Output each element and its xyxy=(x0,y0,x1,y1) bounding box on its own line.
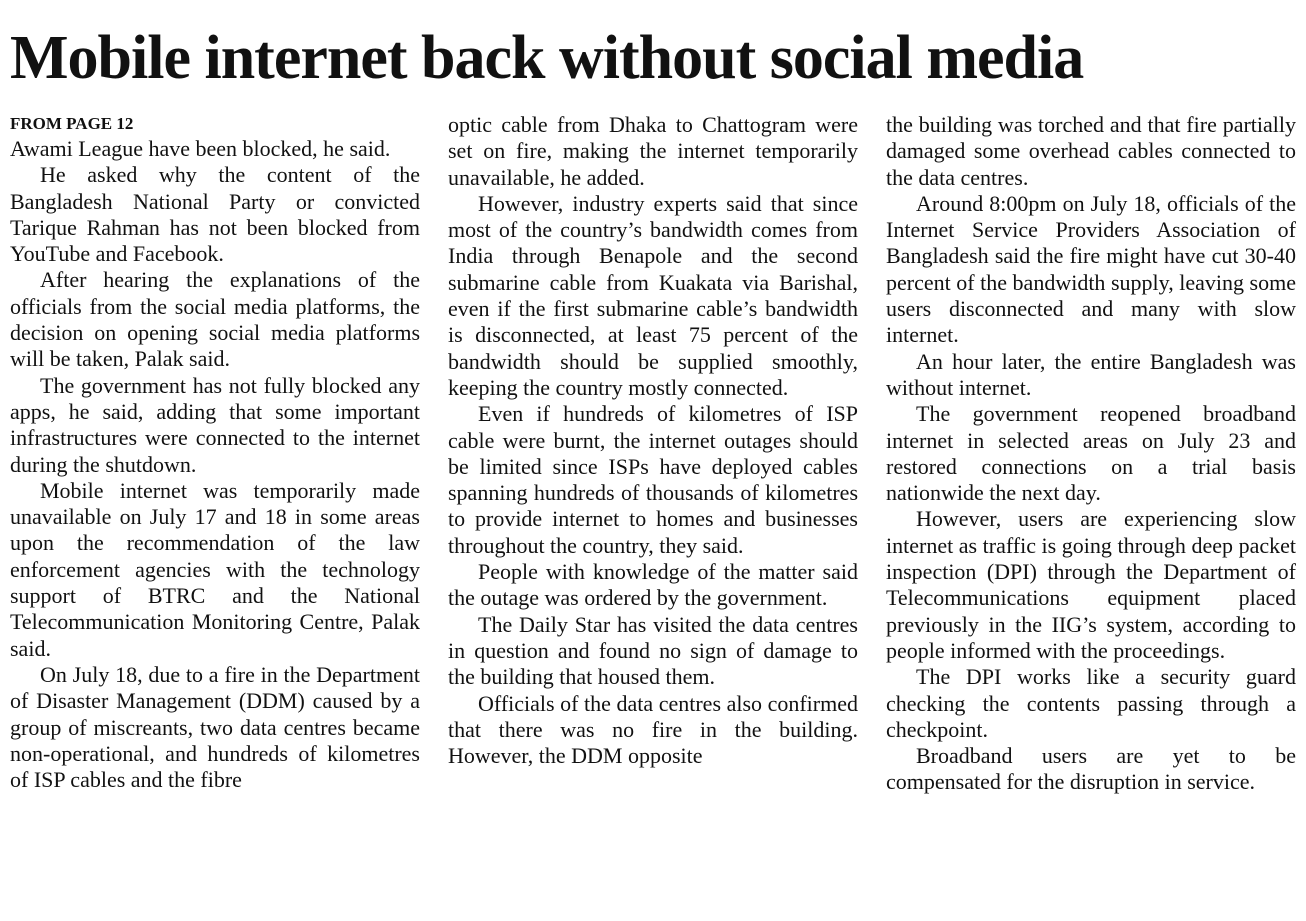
paragraph: After hearing the explanations of the officials from the social media platforms, the decision on opening social media platforms will be taken, Palak said. xyxy=(10,267,420,372)
paragraph: People with knowledge of the matter said the outage was ordered by the government. xyxy=(448,559,858,611)
paragraph: The Daily Star has visited the data centres in question and found no sign of damage to the building that housed them. xyxy=(448,611,858,690)
paragraph: On July 18, due to a fire in the Department of Disaster Management (DDM) caused by a group of miscreants, two data centres became non-operational, and hundreds of kilometres of ISP cables and the fibre xyxy=(10,661,420,793)
paragraph: The government has not fully blocked any apps, he said, adding that some important infrastructures were connected to the internet during the shutdown. xyxy=(10,372,420,477)
paragraph: Officials of the data centres also confirmed that there was no fire in the building. However, the DDM opposite xyxy=(448,690,858,769)
paragraph: optic cable from Dhaka to Chattogram were set on fire, making the internet temporarily unavailable, he added. xyxy=(448,112,858,190)
paragraph: The government reopened broadband internet in selected areas on July 23 and restored connections on a trial basis nationwide the next day. xyxy=(886,401,1296,506)
paragraph: However, users are experiencing slow internet as traffic is going through deep packet inspection (DPI) through the Department of Telecommunications equipment placed previously in the IIG’s system, according to people informed with the proceedings. xyxy=(886,506,1296,663)
continuation-kicker: FROM PAGE 12 xyxy=(10,114,134,133)
paragraph: Awami League have been blocked, he said. xyxy=(10,136,391,161)
paragraph: The DPI works like a security guard checking the contents passing through a checkpoint. xyxy=(886,664,1296,742)
paragraph: Even if hundreds of kilometres of ISP cable were burnt, the internet outages should be limited since ISPs have deployed cables spanning hundreds of thousands of kilometres to provide internet to homes and businesses throughout the country, they said. xyxy=(448,401,858,558)
paragraph: He asked why the content of the Bangladesh National Party or convicted Tarique Rahman has not been blocked from YouTube and Facebook. xyxy=(10,162,420,267)
column-2 xyxy=(448,112,858,769)
paragraph: Broadband users are yet to be compensated for the disruption in service. xyxy=(886,743,1296,795)
paragraph: Around 8:00pm on July 18, officials of the Internet Service Providers Association of Bangladesh said the fire might have cut 30-40 percent of the bandwidth supply, leaving some users disconnected and many with slow internet. xyxy=(886,190,1296,348)
paragraph: Mobile internet was temporarily made unavailable on July 17 and 18 in some areas upon the recommendation of the law enforcement agencies with the technology support of BTRC and the National Telecommunication Monitoring Centre, Palak said. xyxy=(10,477,420,661)
paragraph: An hour later, the entire Bangladesh was without internet. xyxy=(886,348,1296,400)
paragraph: the building was torched and that fire partially damaged some overhead cables connected to the data centres. xyxy=(886,112,1296,190)
column-3 xyxy=(886,112,1296,796)
headline: Mobile internet back without social media xyxy=(10,24,1084,92)
paragraph: However, industry experts said that since most of the country’s bandwidth comes from India through Benapole and the second submarine cable from Kuakata via Barishal, even if the first submarine cable’s bandwidth is disconnected, at least 75 percent of the bandwidth should be supplied smoothly, keeping the country mostly connected. xyxy=(448,190,858,400)
column-1 xyxy=(10,112,420,793)
